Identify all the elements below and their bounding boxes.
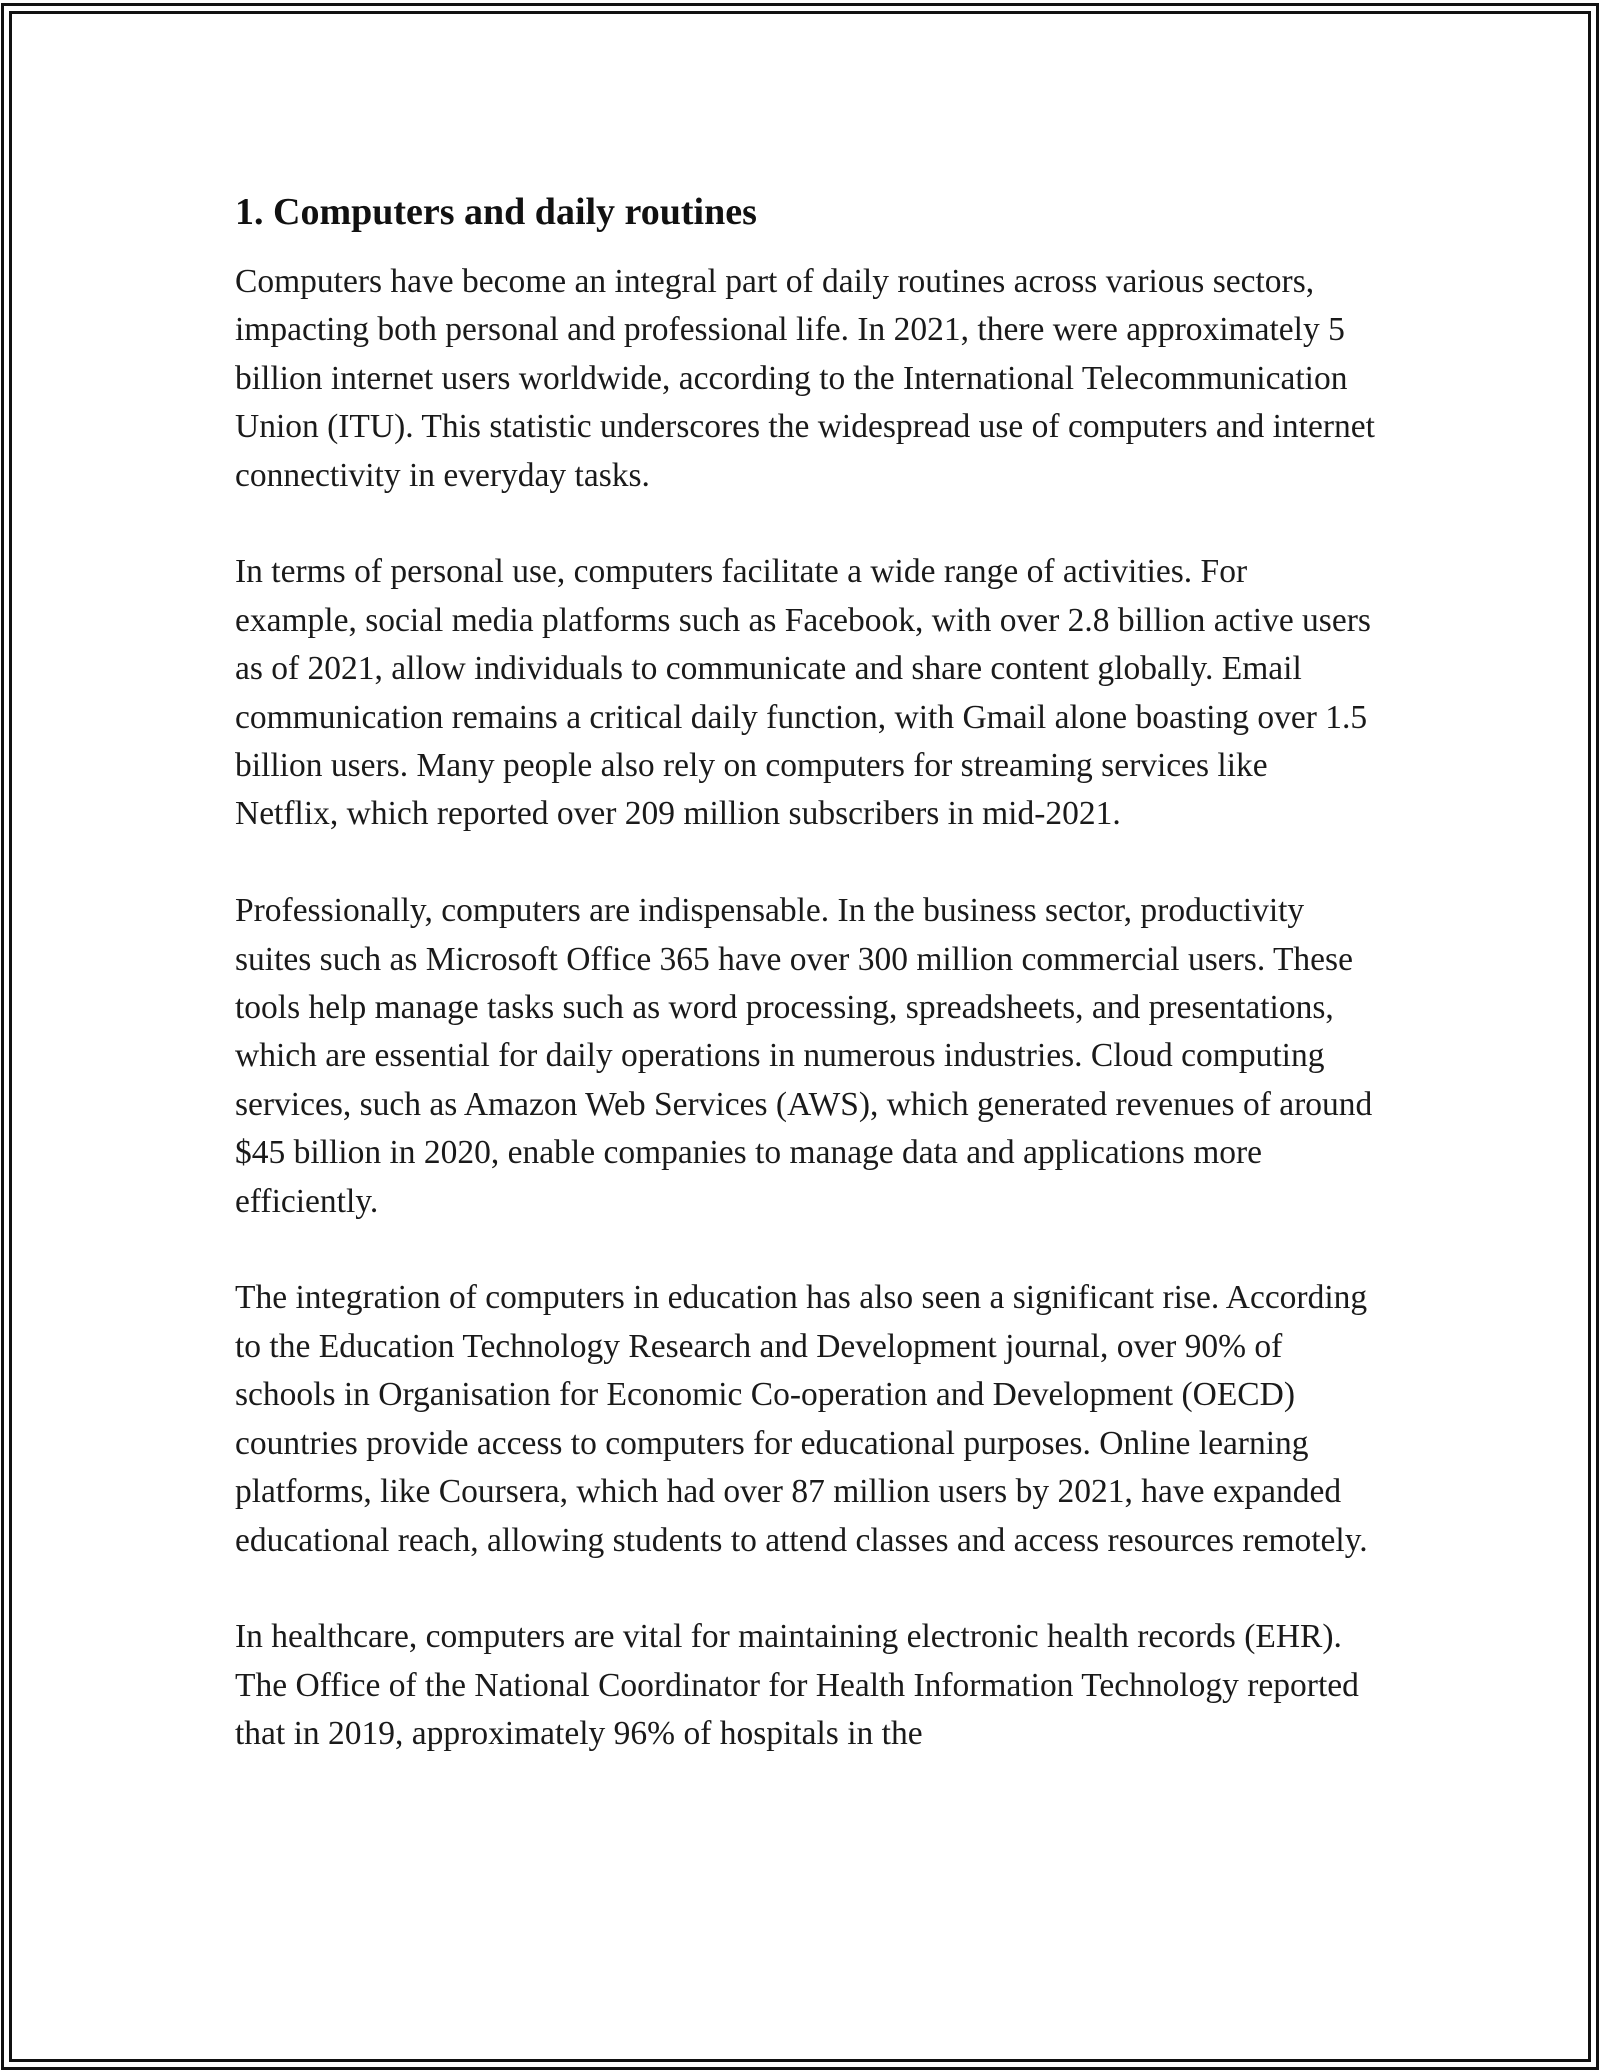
section-heading: 1. Computers and daily routines xyxy=(235,191,757,233)
paragraph-education: The integration of computers in education has also seen a significant rise. According to the Education Technology Research and Development journal, over 90% of schools in Organisation for Economic Co-operation and Development (OECD) countries provide access to computers for educational purposes. Online learning platforms, like Coursera, which had over 87 million users by 2021, have expanded educational reach, allowing students to attend classes and access resources remotely. xyxy=(235,1279,1368,1559)
paragraph-professional-use: Professionally, computers are indispensable. In the business sector, productivity suites such as Microsoft Office 365 have over 300 million commercial users. These tools help manage tasks such as word processing, spreadsheets, and presentations, which are essential for daily operations in numerous industries. Cloud computing services, such as Amazon Web Services (AWS), which generated revenues of around $45 billion in 2020, enable companies to manage data and applications more efficiently. xyxy=(235,892,1373,1220)
paragraph-healthcare: In healthcare, computers are vital for maintaining electronic health records (EHR). The Office of the National Coordinator for Health Information Technology reported that in 2019, approximately 96% of hospitals in the xyxy=(235,1618,1359,1753)
document-body xyxy=(235,188,1375,1807)
paragraph-internet-users: Computers have become an integral part of daily routines across various sectors, impacting both personal and professional life. In 2021, there were approximately 5 billion internet users worldwide, according to the International Telecommunication Union (ITU). This statistic underscores the widespread use of computers and internet connectivity in everyday tasks. xyxy=(235,263,1375,494)
paragraph-personal-use: In terms of personal use, computers facilitate a wide range of activities. For example, social media platforms such as Facebook, with over 2.8 billion active users as of 2021, allow individuals to communicate and share content globally. Email communication remains a critical daily function, with Gmail alone boasting over 1.5 billion users. Many people also rely on computers for streaming services like Netflix, which reported over 209 million subscribers in mid-2021. xyxy=(235,553,1371,833)
